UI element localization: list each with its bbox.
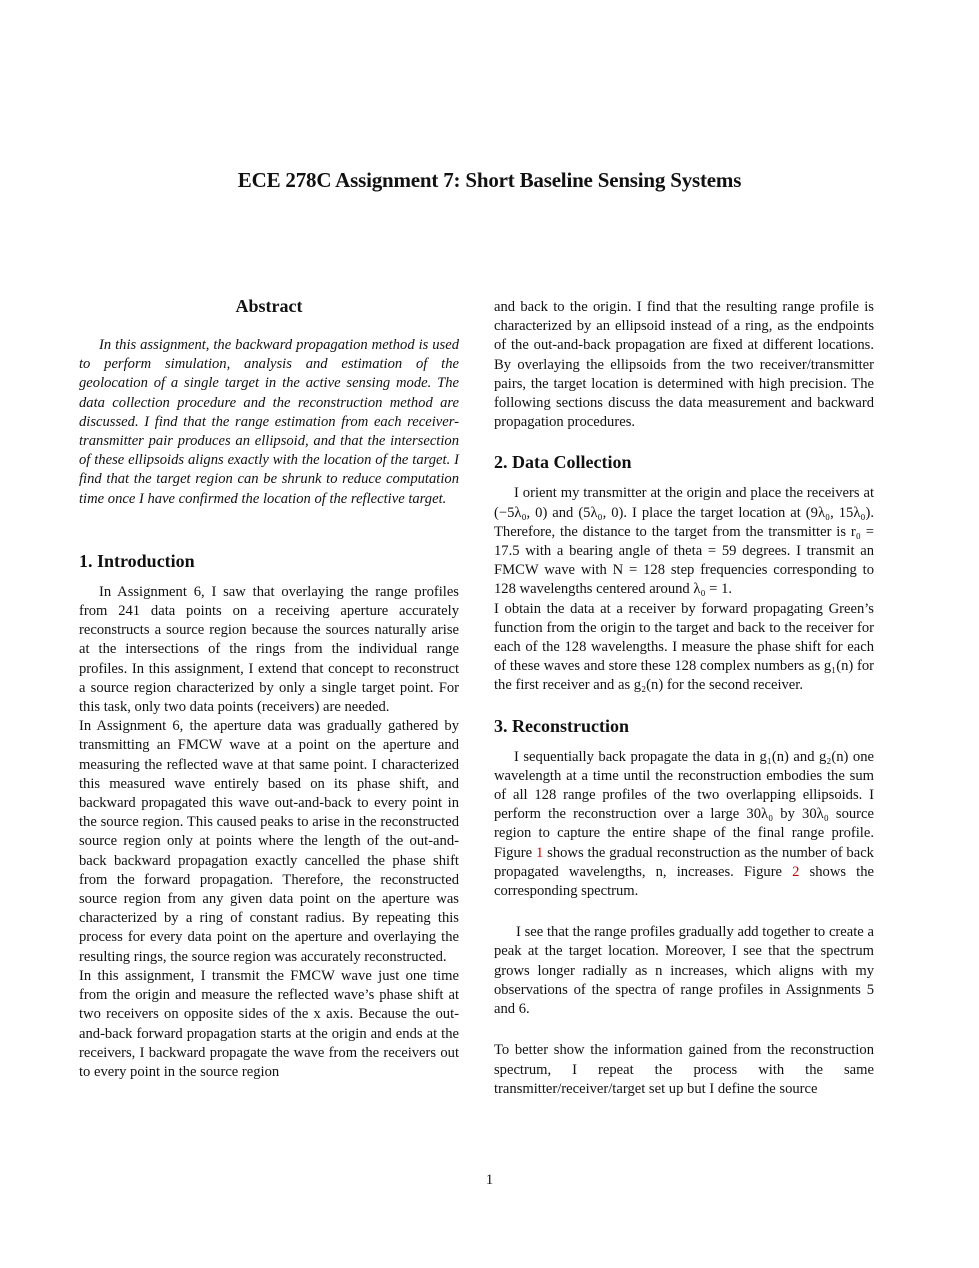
data-collection-paragraph-2: I obtain the data at a receiver by forward propagating Green’s function from the origin to the target and back to the receiver for each of the 128 wavelengths. I measure the phase shift for each of these waves and store these 128 complex numbers as g₁(n) for the first receiver and as g₂(n) for the second receiver. [494, 600, 874, 694]
abstract-heading: Abstract [235, 296, 303, 316]
reconstruction-paragraph-2: I see that the range profiles gradually add together to create a peak at the target location. Moreover, I see that the spectrum grows longer radially as n increases, which aligns with my observations of the spectra of range profiles in Assignments 5 and 6. [494, 924, 874, 1018]
intro-paragraph-2: In Assignment 6, the aperture data was gradually gathered by transmitting an FMCW wave at a point on the aperture and measuring the reflected wave at that same point. I characterized this measured wave entirely based on its phase shift, and backward propagated this wave out-and-back to every point in the source region. This caused peaks to arise in the reconstructed source region only at points where the length of the out-and-back backward propagation exactly cancelled the phase shift from the forward propagation. Therefore, the reconstructed source region from any given data point on the aperture was characterized by a ring of constant radius. By repeating this process for every data point on the aperture and overlaying the resulting rings, the source region was accurately reconstructed. [79, 718, 459, 965]
data-collection-paragraph-1: I orient my transmitter at the origin and place the receivers at (−5λ₀, 0) and (5λ₀, 0). I place the target location at (9λ₀, 15λ₀). Therefore, the distance to the target from the transmitter is r₀ = 17.5 with a bearing angle of theta = 59 degrees. I transmit an FMCW wave with N = 128 step frequencies corresponding to 128 wavelengths centered around λ₀ = 1. [494, 485, 874, 598]
intro-paragraph-1: In Assignment 6, I saw that overlaying the range profiles from 241 data points on a receiving aperture accurately reconstructs a source region because the sources naturally arise at the intersections of the rings from the individual range profiles. In this assignment, I extend that concept to reconstruct a source region characterized by only a single target point. For this task, only two data points (receivers) are needed. [79, 583, 459, 716]
intro-heading: 1. Introduction [79, 550, 195, 571]
intro-paragraph-3: In this assignment, I transmit the FMCW wave just one time from the origin and measure the reflected wave’s phase shift at two receivers on opposite sides of the x axis. Because the out-and-back forward propagation starts at the origin and ends at the receivers, I backward propagate the wave from the receivers out to every point in the source region [79, 967, 459, 1080]
reconstruction-paragraph-1: I sequentially back propagate the data in g₁(n) and g₂(n) one wavelength at a time until the reconstruction embodies the sum of all 128 range profiles of the two overlapping ellipsoids. I perform the reconstruction over a large 30λ₀ by 30λ₀ source region to capture the entire shape of the final range profile. Figure 1 shows the gradual reconstruction as the number of back propagated wavelengths, n, increases. Figure 2 shows the corresponding spectrum. [494, 748, 874, 900]
reconstruction-paragraph-3: To better show the information gained from the reconstruction spectrum, I repeat the process with the same transmitter/receiver/target set up but I define the source [494, 1042, 874, 1097]
right-column [494, 298, 874, 1099]
reconstruction-heading: 3. Reconstruction [494, 715, 629, 736]
abstract-text: In this assignment, the backward propagation method is used to perform simulation, analysis and estimation of the geolocation of a single target in the active sensing mode. The data collection procedure and the reconstruction method are discussed. I find that the range estimation from each receiver-transmitter pair produces an ellipsoid, and that the intersection of these ellipsoids aligns exactly with the location of the target. I find that the target region can be shrunk to reduce computation time once I have confirmed the location of the reflective target. [79, 337, 459, 507]
left-column [79, 294, 459, 1082]
figure-1-link[interactable]: 1 [535, 844, 544, 861]
figure-2-link[interactable]: 2 [792, 863, 800, 880]
intro-paragraph-3-continued: and back to the origin. I find that the resulting range profile is characterized by an ellipsoid instead of a ring, as the endpoints of the out-and-back propagation are fixed at different locations. By overlaying the ellipsoids from the two receiver/transmitter pairs, the target location is determined with high precision. The following sections discuss the data measurement and backward propagation procedures. [494, 299, 874, 431]
paper-title: ECE 278C Assignment 7: Short Baseline Sensing Systems [237, 168, 742, 192]
page-number: 1 [485, 1172, 494, 1188]
data-collection-heading: 2. Data Collection [494, 452, 632, 473]
